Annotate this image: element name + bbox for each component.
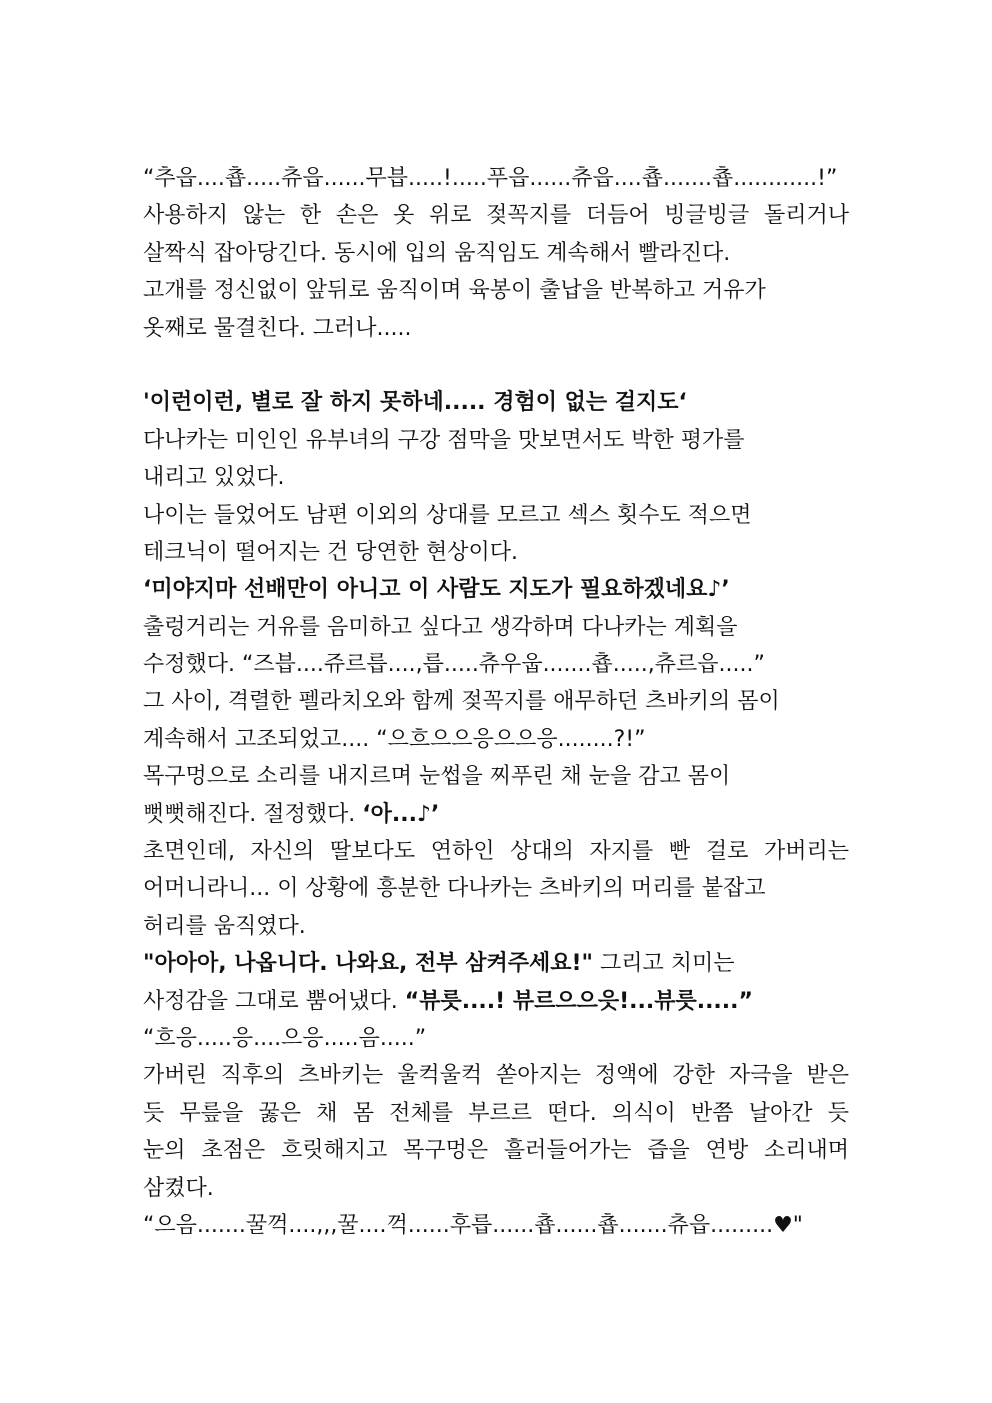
blank-line: [143, 347, 863, 384]
text-segment: 허리를 움직였다.: [143, 913, 306, 939]
text-line: [143, 422, 863, 459]
text-line: [143, 497, 863, 534]
bold-text-segment: ‘미야지마 선배만이 아니고 이 사람도 지도가 필요하겠네요♪’: [143, 577, 730, 603]
text-segment: 그리고 치미는: [592, 951, 735, 977]
text-line: [143, 534, 863, 571]
text-line: [143, 683, 863, 720]
text-line: [143, 1132, 849, 1169]
text-line: [143, 945, 863, 982]
text-segment: 출렁거리는 거유를 음미하고 싶다고 생각하며 다나카는 계획을: [143, 614, 738, 640]
bold-text-segment: '이런이런, 별로 잘 하지 못하네..... 경험이 없는 걸지도‘: [143, 390, 687, 416]
text-segment: 나이는 들었어도 남편 이외의 상대를 모르고 섹스 횟수도 적으면: [143, 502, 752, 528]
text-line: [143, 197, 849, 234]
document-body-text: [143, 160, 863, 1244]
bold-text-segment: "아아아, 나옵니다. 나와요, 전부 삼켜주세요!": [143, 951, 593, 977]
text-line: [143, 459, 863, 496]
text-line: [143, 1057, 849, 1094]
text-line: [143, 721, 863, 758]
text-line: [143, 1020, 863, 1057]
text-line: [143, 160, 849, 197]
text-segment: 계속해서 고조되었고.... “으흐으으응으으응........?!”: [143, 726, 646, 752]
text-segment: “추읍....춉.....츄읍......무븝.....!.....푸읍......츄읍....춉.......춉............!”: [143, 166, 838, 191]
text-segment: “흐응.....응....으응.....음.....”: [143, 1025, 427, 1051]
text-segment: 옷째로 물결친다. 그러나.....: [143, 315, 412, 341]
text-segment: 가버린 직후의 츠바키는 울컥울컥 쏟아지는 정액에 강한 자극을 받은: [143, 1063, 849, 1089]
text-line: [143, 571, 863, 608]
text-segment: 눈의 초점은 흐릿해지고 목구멍은 흘러들어가는 즙을 연방 소리내며: [143, 1138, 849, 1164]
text-segment: 수정했다. “즈븝....쥬르릅....,릅.....츄우웁.......춉.....,츄르읍.....”: [143, 652, 765, 678]
text-segment: 그 사이, 격렬한 펠라치오와 함께 젖꼭지를 애무하던 츠바키의 몸이: [143, 689, 780, 715]
text-segment: 사용하지 않는 한 손은 옷 위로 젖꼭지를 더듬어 빙글빙글 돌리거나: [143, 203, 849, 229]
text-segment: 뻣뻣해진다. 절정했다.: [143, 801, 363, 827]
text-line: [143, 833, 849, 870]
text-segment: 내리고 있었다.: [143, 465, 285, 491]
text-line: [143, 310, 863, 347]
text-line: [143, 1170, 863, 1207]
text-line: [143, 609, 863, 646]
text-segment: 목구멍으로 소리를 내지르며 눈썹을 찌푸린 채 눈을 감고 몸이: [143, 764, 731, 790]
text-segment: 사정감을 그대로 뿜어냈다.: [143, 988, 405, 1014]
text-segment: “으음.......꿀꺽....,,,꿀....꺽......후릅......춉......춉.......츄읍.........♥": [143, 1212, 803, 1238]
text-line: [143, 646, 863, 683]
bold-text-segment: ‘아...♪’: [362, 801, 440, 827]
text-line: [143, 908, 863, 945]
text-line: [143, 758, 863, 795]
text-line: [143, 235, 863, 272]
text-line: [143, 1207, 863, 1244]
bold-text-segment: “뷰릇....! 뷰르으으읏!...뷰릇.....”: [404, 988, 753, 1014]
text-line: [143, 384, 863, 421]
text-line: [143, 272, 863, 309]
text-segment: 듯 무릎을 꿇은 채 몸 전체를 부르르 떤다. 의식이 반쯤 날아간 듯: [143, 1100, 849, 1126]
text-segment: 어머니라니... 이 상황에 흥분한 다나카는 츠바키의 머리를 붙잡고: [143, 876, 766, 902]
text-segment: 다나카는 미인인 유부녀의 구강 점막을 맛보면서도 박한 평가를: [143, 427, 745, 453]
text-segment: 삼켰다.: [143, 1175, 214, 1201]
text-segment: 테크닉이 떨어지는 건 당연한 현상이다.: [143, 539, 518, 565]
text-segment: 고개를 정신없이 앞뒤로 움직이며 육봉이 출납을 반복하고 거유가: [143, 278, 766, 304]
text-line: [143, 1095, 849, 1132]
text-segment: 초면인데, 자신의 딸보다도 연하인 상대의 자지를 빤 걸로 가버리는: [143, 839, 849, 865]
text-line: [143, 870, 863, 907]
text-segment: 살짝식 잡아당긴다. 동시에 입의 움직임도 계속해서 빨라진다.: [143, 240, 731, 266]
text-line: [143, 983, 863, 1020]
text-line: [143, 796, 863, 833]
